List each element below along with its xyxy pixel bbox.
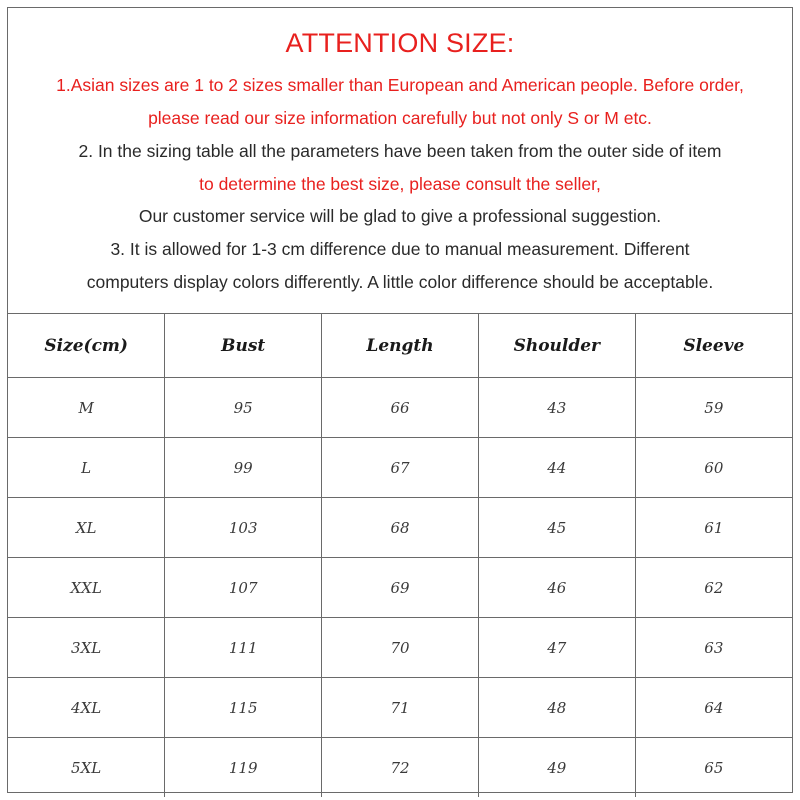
cell-shoulder: 45 [478, 498, 635, 558]
cell-length: 70 [322, 618, 479, 678]
notice-line-2: please read our size information carefully but not only S or M etc. [148, 108, 652, 128]
notice-line-7: computers display colors differently. A little color difference should be acceptable. [86, 272, 714, 292]
header-length: Length [322, 314, 479, 378]
cell-size: XL [8, 498, 165, 558]
cell-sleeve: 61 [635, 498, 792, 558]
cell-length: 69 [322, 558, 479, 618]
cell-shoulder: 48 [478, 678, 635, 738]
table-row [8, 618, 792, 678]
cell-length: 71 [322, 678, 479, 738]
cell-size: L [8, 438, 165, 498]
cell-sleeve: 60 [635, 438, 792, 498]
header-shoulder: Shoulder [478, 314, 635, 378]
notice-line-1: 1.Asian sizes are 1 to 2 sizes smaller than European and American people. Before order, [56, 75, 744, 95]
header-sleeve: Sleeve [635, 314, 792, 378]
cell-bust: 119 [165, 738, 322, 798]
attention-notice [8, 8, 792, 313]
cell-bust: 103 [165, 498, 322, 558]
cell-size: M [8, 378, 165, 438]
cell-size: XXL [8, 558, 165, 618]
cell-bust: 115 [165, 678, 322, 738]
notice-line-5: Our customer service will be glad to give a professional suggestion. [138, 206, 662, 226]
cell-length: 72 [322, 738, 479, 798]
size-chart [7, 7, 793, 793]
cell-shoulder: 47 [478, 618, 635, 678]
cell-shoulder: 44 [478, 438, 635, 498]
notice-line-4: to determine the best size, please consult the seller, [199, 174, 601, 194]
cell-length: 67 [322, 438, 479, 498]
cell-length: 68 [322, 498, 479, 558]
table-row [8, 498, 792, 558]
notice-line-6: 3. It is allowed for 1-3 cm difference due to manual measurement. Different [110, 239, 690, 259]
table-row [8, 558, 792, 618]
cell-sleeve: 62 [635, 558, 792, 618]
cell-size: 3XL [8, 618, 165, 678]
cell-size: 5XL [8, 738, 165, 798]
cell-shoulder: 43 [478, 378, 635, 438]
cell-sleeve: 65 [635, 738, 792, 798]
table-row [8, 438, 792, 498]
cell-length: 66 [322, 378, 479, 438]
cell-sleeve: 64 [635, 678, 792, 738]
cell-size: 4XL [8, 678, 165, 738]
table-row [8, 378, 792, 438]
cell-bust: 99 [165, 438, 322, 498]
cell-bust: 95 [165, 378, 322, 438]
cell-shoulder: 49 [478, 738, 635, 798]
cell-sleeve: 59 [635, 378, 792, 438]
notice-title: ATTENTION SIZE: [285, 28, 515, 58]
table-row [8, 738, 792, 798]
cell-bust: 107 [165, 558, 322, 618]
table-row [8, 678, 792, 738]
cell-bust: 111 [165, 618, 322, 678]
table-header-row [8, 314, 792, 378]
cell-sleeve: 63 [635, 618, 792, 678]
header-size: Size(cm) [8, 314, 165, 378]
cell-shoulder: 46 [478, 558, 635, 618]
notice-line-3: 2. In the sizing table all the parameters have been taken from the outer side of item [78, 141, 722, 161]
header-bust: Bust [165, 314, 322, 378]
size-table [8, 313, 792, 797]
